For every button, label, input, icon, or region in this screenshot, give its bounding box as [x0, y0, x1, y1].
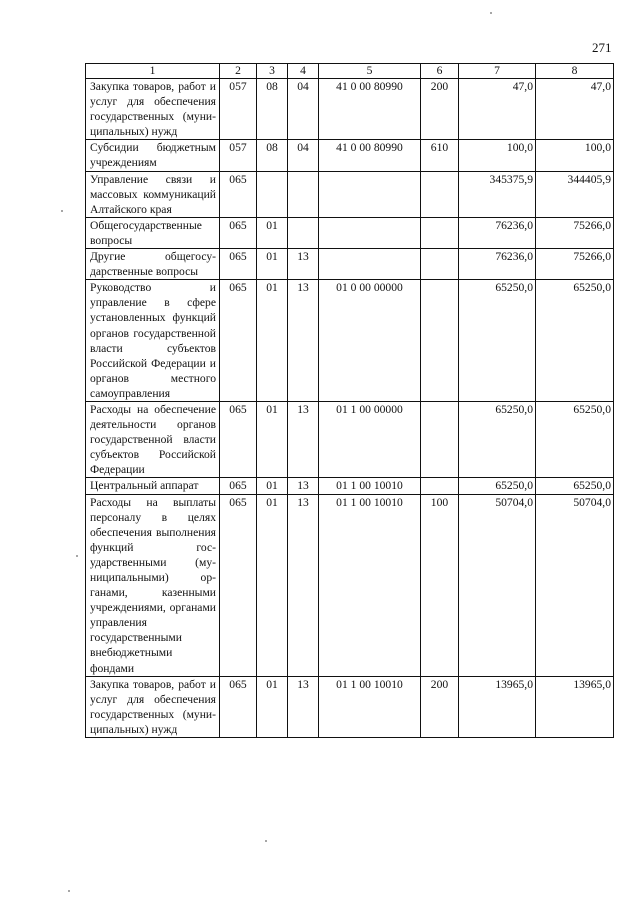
row-target-article	[319, 171, 421, 217]
row-amount-col7: 47,0	[459, 79, 536, 140]
row-section: 08	[257, 79, 288, 140]
row-amount-col7: 76236,0	[459, 249, 536, 280]
row-target-article: 41 0 00 80990	[319, 140, 421, 171]
row-ministry-code: 065	[220, 676, 257, 737]
row-name: Расходы на выплаты персоналу в целях обеспечения выполнения функций государственными (муниципальными) органами, казенными учреждениями, органами управления государственными внебюджетными фондами	[86, 494, 220, 676]
row-subsection: 04	[288, 140, 319, 171]
table-row	[86, 676, 614, 737]
budget-table	[85, 63, 614, 738]
table-row	[86, 494, 614, 676]
row-name: Закупка товаров, работ и услуг для обеспечения государственных (муниципальных) нужд	[86, 676, 220, 737]
table-row	[86, 171, 614, 217]
table-row	[86, 140, 614, 171]
row-section	[257, 171, 288, 217]
row-target-article: 01 0 00 00000	[319, 280, 421, 402]
row-amount-col7: 100,0	[459, 140, 536, 171]
row-amount-col7: 13965,0	[459, 676, 536, 737]
row-amount-col8: 75266,0	[536, 217, 614, 248]
row-name: Руководство и управление в сфере установленных функций органов государственной власти субъектов Российской Федерации и органов местного самоуправления	[86, 280, 220, 402]
row-amount-col7: 65250,0	[459, 478, 536, 494]
scan-speck	[490, 12, 492, 14]
table-row	[86, 249, 614, 280]
row-section: 01	[257, 217, 288, 248]
row-name: Общегосударственные вопросы	[86, 217, 220, 248]
row-ministry-code: 065	[220, 171, 257, 217]
row-subsection	[288, 217, 319, 248]
row-ministry-code: 065	[220, 494, 257, 676]
table-row	[86, 79, 614, 140]
header-col-5: 5	[319, 64, 421, 79]
row-amount-col8: 47,0	[536, 79, 614, 140]
row-amount-col7: 65250,0	[459, 401, 536, 477]
scan-speck	[68, 890, 70, 892]
row-section: 01	[257, 401, 288, 477]
row-target-article: 01 1 00 10010	[319, 494, 421, 676]
row-amount-col8: 65250,0	[536, 401, 614, 477]
row-ministry-code: 065	[220, 249, 257, 280]
row-amount-col7: 345375,9	[459, 171, 536, 217]
row-ministry-code: 057	[220, 79, 257, 140]
row-target-article	[319, 217, 421, 248]
row-subsection: 13	[288, 676, 319, 737]
row-section: 01	[257, 494, 288, 676]
row-name: Закупка товаров, работ и услуг для обеспечения государственных (муниципальных) нужд	[86, 79, 220, 140]
row-amount-col7: 50704,0	[459, 494, 536, 676]
table-row	[86, 478, 614, 494]
row-section: 01	[257, 676, 288, 737]
row-target-article: 41 0 00 80990	[319, 79, 421, 140]
row-subsection	[288, 171, 319, 217]
row-ministry-code: 065	[220, 217, 257, 248]
page-number: 271	[592, 40, 612, 55]
header-col-8: 8	[536, 64, 614, 79]
row-section: 01	[257, 478, 288, 494]
row-name: Управление связи и массовых коммуникаций Алтайского края	[86, 171, 220, 217]
row-amount-col8: 65250,0	[536, 280, 614, 402]
row-expense-type: 200	[421, 676, 459, 737]
table-row	[86, 401, 614, 477]
header-col-2: 2	[220, 64, 257, 79]
row-expense-type	[421, 401, 459, 477]
row-subsection: 13	[288, 478, 319, 494]
row-name: Расходы на обеспечение деятельности органов государственной власти субъектов Российской Федерации	[86, 401, 220, 477]
row-subsection: 04	[288, 79, 319, 140]
row-ministry-code: 065	[220, 401, 257, 477]
row-subsection: 13	[288, 280, 319, 402]
row-section: 01	[257, 249, 288, 280]
row-expense-type: 100	[421, 494, 459, 676]
scan-speck	[265, 840, 267, 842]
row-ministry-code: 057	[220, 140, 257, 171]
scan-speck	[61, 210, 63, 212]
row-section: 08	[257, 140, 288, 171]
row-section: 01	[257, 280, 288, 402]
row-amount-col8: 100,0	[536, 140, 614, 171]
row-amount-col8: 65250,0	[536, 478, 614, 494]
row-expense-type: 610	[421, 140, 459, 171]
row-name: Субсидии бюджетным учреждениям	[86, 140, 220, 171]
table-row	[86, 217, 614, 248]
header-col-1: 1	[86, 64, 220, 79]
row-amount-col8: 344405,9	[536, 171, 614, 217]
row-amount-col8: 13965,0	[536, 676, 614, 737]
row-subsection: 13	[288, 494, 319, 676]
row-ministry-code: 065	[220, 478, 257, 494]
row-subsection: 13	[288, 249, 319, 280]
header-col-7: 7	[459, 64, 536, 79]
row-target-article: 01 1 00 10010	[319, 676, 421, 737]
row-expense-type	[421, 217, 459, 248]
row-amount-col7: 76236,0	[459, 217, 536, 248]
row-ministry-code: 065	[220, 280, 257, 402]
row-subsection: 13	[288, 401, 319, 477]
row-name: Центральный аппарат	[86, 478, 220, 494]
header-col-3: 3	[257, 64, 288, 79]
row-target-article: 01 1 00 10010	[319, 478, 421, 494]
row-amount-col7: 65250,0	[459, 280, 536, 402]
row-expense-type	[421, 249, 459, 280]
row-expense-type	[421, 171, 459, 217]
header-col-4: 4	[288, 64, 319, 79]
row-amount-col8: 50704,0	[536, 494, 614, 676]
row-target-article	[319, 249, 421, 280]
row-expense-type	[421, 280, 459, 402]
header-col-6: 6	[421, 64, 459, 79]
table-row	[86, 280, 614, 402]
row-expense-type	[421, 478, 459, 494]
table-header-row	[86, 64, 614, 79]
row-amount-col8: 75266,0	[536, 249, 614, 280]
row-expense-type: 200	[421, 79, 459, 140]
row-target-article: 01 1 00 00000	[319, 401, 421, 477]
row-name: Другие общегосударственные вопросы	[86, 249, 220, 280]
scan-speck	[76, 555, 78, 557]
